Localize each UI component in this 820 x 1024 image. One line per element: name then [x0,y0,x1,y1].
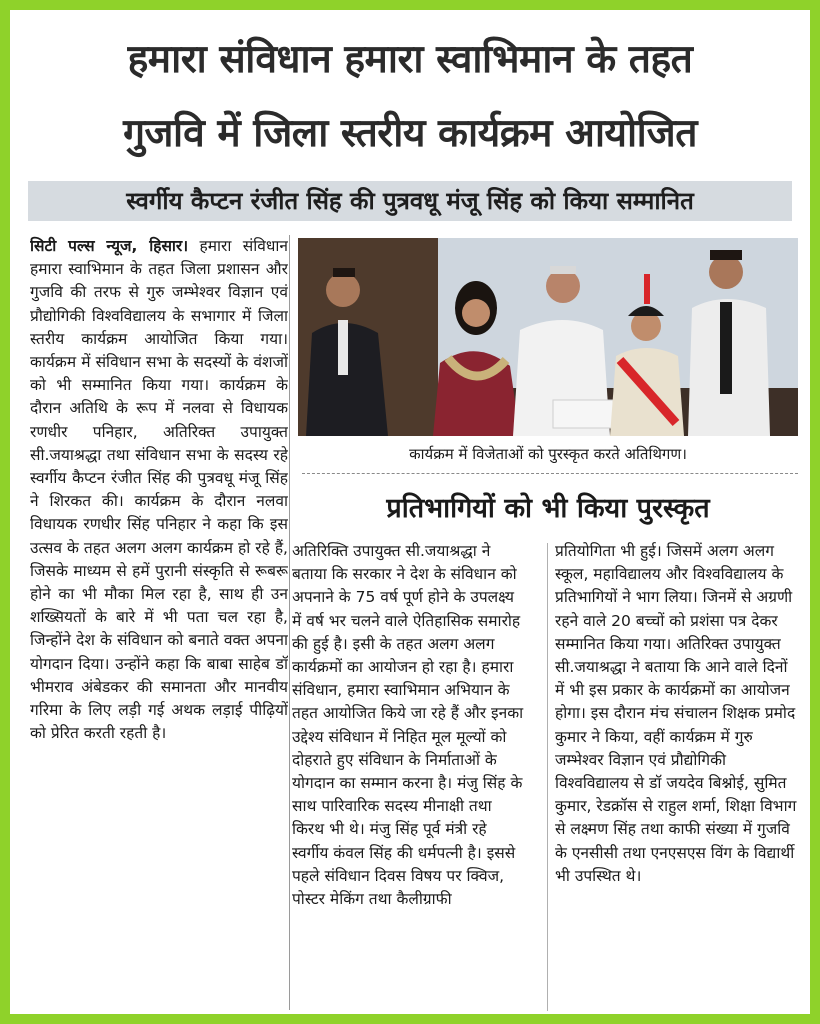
photo-caption: कार्यक्रम में विजेताओं को पुरस्कृत करते अतिथिगण। [409,445,687,463]
headline-line-2: गुजवि में जिला स्तरीय कार्यक्रम आयोजित [123,111,697,156]
event-photo [298,238,798,436]
article-column-1 [30,235,288,1013]
newspaper-clipping [10,10,810,1014]
column-divider-2 [547,543,548,1011]
byline: सिटी पल्स न्यूज, हिसार। [30,237,189,255]
event-photo-illustration [298,238,798,436]
article-column-2: अतिरिक्ति उपायुक्त सी.जयाश्रद्धा ने बताया कि सरकार ने देश के संविधान को अपनाने के 75 वर्ष पूर्ण होने के उपलक्ष्य में वर्ष भर चलने वाले ऐतिहासिक समारोह की हुई है। इसी के तहत अलग अलग कार्यक्रमों का आयोजन हो रहा है। हमारा संविधान, हमारा स्वाभिमान अभियान के तहत आयोजित किये जा रहे हैं और इनका उद्देश्य संविधान में निहित मूल मूल्यों को दोहराते हुए संविधान के निर्माताओं के योगदान का सम्मान करना है। मंजु सिंह के साथ पारिवारिक सदस्य मीनाक्षी तथा किरथ भी थे। मंजु सिंह पूर्व मंत्री रहे स्वर्गीय कंवल सिंह की धर्मपत्नी है। इससे पहले संविधान दिवस विषय पर क्विज, पोस्टर मेकिंग तथा कैलीग्राफी [292,542,524,909]
column-divider [289,235,290,1010]
caption-divider [302,473,798,474]
article-text-1: हमारा संविधान हमारा स्वाभिमान के तहत जिला प्रशासन और गुजवि की तरफ से गुरु जम्भेश्वर विज्ञान एवं प्रौद्योगिकी विश्वविद्यालय के सभागार में जिला स्तरीय कार्यक्रम आयोजित किया गया। कार्यक्रम में संविधान सभा के सदस्यों के वंशजों को भी सम्मानित किया गया। कार्यक्रम के दौरान अतिथि के रूप में नलवा से विधायक रणधीर पनिहार, अतिरिक्त उपायुक्त सी.जयाश्रद्धा तथा संविधान सभा के सदस्य रहे स्वर्गीय कैप्टन रंजीत सिंह की पुत्रवधू मंजू सिंह ने शिरकत की। कार्यक्रम के दौरान नलवा विधायक रणधीर सिंह पनिहार ने कहा कि इस उत्सव के तहत अलग अलग कार्यक्रम हो रहे हैं, जिसके माध्यम से हमें पुरानी संस्कृति से रूबरू होने का भी मौका मिल रहा है, साथ ही उन शख्सियतों के बारे में भी पता चल रहा है, जिन्होंने देश के संविधान को बनाते वक्त अपना योगदान दिया। उन्होंने कहा कि बाबा साहेब डॉ भीमराव अंबेडकर की समानता और मानवीय गरिमा के लिए लड़ी गई अथक लड़ाई पीढ़ियों को प्रेरित करती रहती है। [30,237,288,743]
article-column-3: प्रतियोगिता भी हुई। जिसमें अलग अलग स्कूल, महाविद्यालय और विश्वविद्यालय के प्रतिभागियों ने भाग लिया। जिनमें से अग्रणी रहने वाले 20 बच्चों को प्रशंसा पत्र देकर सम्मानित किया गया। अतिरिक्त उपायुक्त सी.जयाश्रद्धा ने बताया कि आने वाले दिनों में भी इस प्रकार के कार्यक्रमों का आयोजन होगा। इस दौरान मंच संचालन शिक्षक प्रमोद कुमार ने किया, वहीं कार्यक्रम में गुरु जम्भेश्वर विज्ञान एवं प्रौद्योगिकी विश्वविद्यालय से डॉ जयदेव बिश्नोई, सुमित कुमार, रेडक्रॉस से राहुल शर्मा, शिक्षा विभाग से लक्ष्मण सिंह तथा काफी संख्या में गुजवि के एनसीसी तथा एनएसएस विंग के विद्यार्थी भी उपस्थित थे। [555,542,797,885]
section-heading: प्रतिभागियों को भी किया पुरस्कृत [386,493,710,524]
subheadline: स्वर्गीय कैप्टन रंजीत सिंह की पुत्रवधू मंजू सिंह को किया सम्मानित [126,187,694,215]
headline-line-1: हमारा संविधान हमारा स्वाभिमान के तहत [127,37,693,82]
